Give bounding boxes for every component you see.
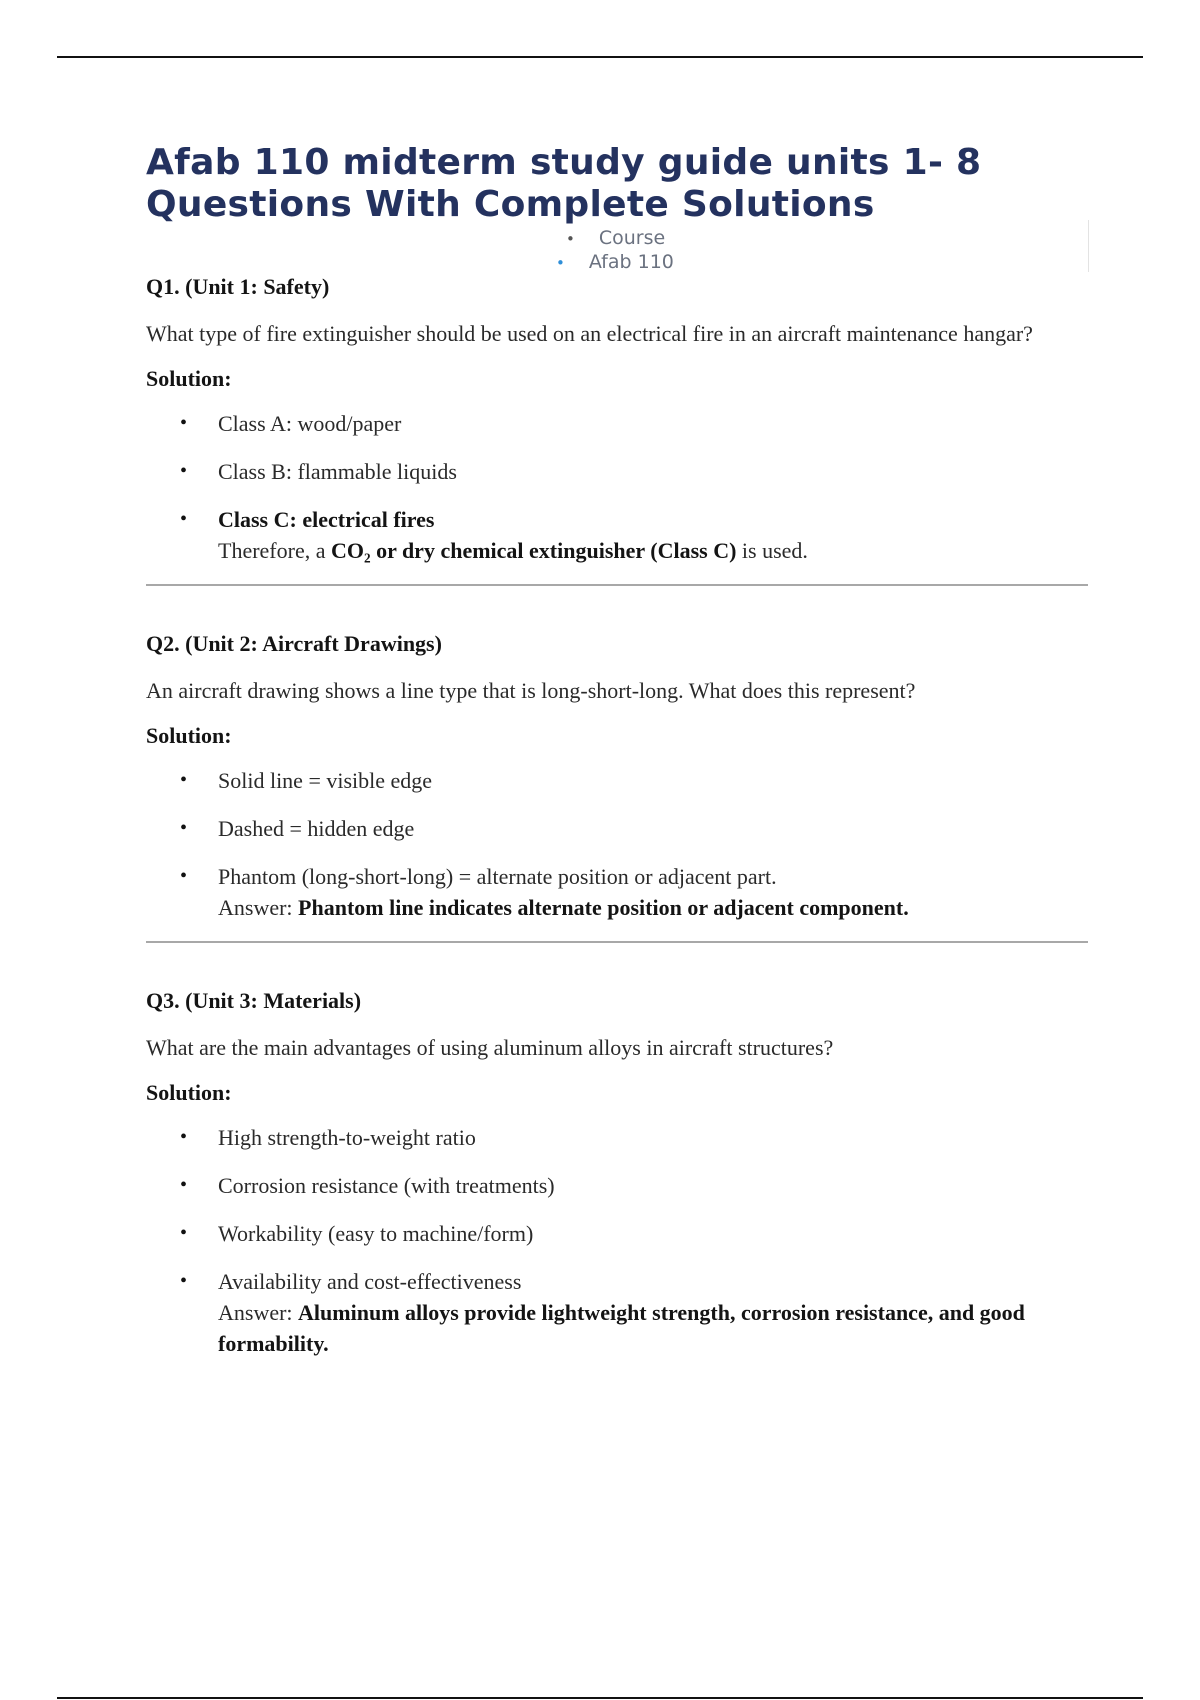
list-item-text: Solid line = visible edge	[218, 768, 433, 793]
list-item	[146, 1266, 1088, 1359]
meta-course-label: Course	[598, 227, 666, 249]
meta-course-value[interactable]: Afab 110	[588, 251, 674, 273]
list-item	[146, 456, 1088, 487]
list-item	[146, 813, 1088, 844]
document-title	[146, 142, 1088, 226]
meta-divider	[1088, 220, 1089, 272]
answer-prefix: Answer:	[218, 1300, 299, 1325]
list-item	[146, 408, 1088, 439]
question-section-2	[146, 629, 1088, 943]
list-item-text: Class B: flammable liquids	[218, 459, 457, 484]
answer-bold: CO₂ or dry chemical extinguisher (Class C)	[330, 538, 737, 563]
list-item	[146, 861, 1088, 923]
list-item	[146, 1122, 1088, 1153]
meta-course-value-row[interactable]	[556, 250, 674, 275]
section-divider	[146, 584, 1088, 586]
answer-prefix: Therefore, a	[218, 538, 331, 563]
list-item-text: High strength-to-weight ratio	[218, 1125, 476, 1150]
bullet-icon: •	[180, 1174, 188, 1196]
question-heading: Q3. (Unit 3: Materials)	[146, 988, 362, 1013]
answer-prefix: Answer:	[218, 895, 299, 920]
list-item	[146, 1170, 1088, 1201]
question-section-1	[146, 272, 1088, 586]
list-item-text: Workability (easy to machine/form)	[218, 1221, 534, 1246]
meta-course-label-row	[566, 226, 665, 251]
list-item-text: Availability and cost-effectiveness	[218, 1269, 522, 1294]
answer-bold: Aluminum alloys provide lightweight strength, corrosion resistance, and good formability.	[218, 1300, 1025, 1356]
page-bottom-rule	[57, 1697, 1143, 1699]
question-heading: Q1. (Unit 1: Safety)	[146, 274, 330, 299]
list-item-text: Dashed = hidden edge	[218, 816, 415, 841]
question-heading: Q2. (Unit 2: Aircraft Drawings)	[146, 631, 442, 656]
list-item-text: Class A: wood/paper	[218, 411, 402, 436]
list-item	[146, 765, 1088, 796]
document-body	[146, 142, 1088, 1359]
bullet-icon: •	[180, 460, 188, 482]
document-title-line-2: Questions With Complete Solutions	[146, 184, 875, 225]
solution-label: Solution:	[146, 366, 232, 391]
bullet-icon: •	[180, 865, 188, 887]
section-divider	[146, 941, 1088, 943]
list-item	[146, 1218, 1088, 1249]
bullet-icon: •	[180, 508, 188, 530]
bullet-icon: •	[180, 1222, 188, 1244]
list-item	[146, 504, 1088, 566]
question-text: An aircraft drawing shows a line type that is long-short-long. What does this represent?	[146, 678, 916, 703]
page-top-rule	[57, 56, 1143, 58]
answer-bold: Phantom line indicates alternate position or adjacent component.	[298, 895, 909, 920]
list-item-text: Class C: electrical fires	[218, 507, 435, 532]
solution-list	[146, 408, 1088, 566]
solution-label: Solution:	[146, 723, 232, 748]
bullet-icon: •	[180, 769, 188, 791]
bullet-icon: •	[180, 412, 188, 434]
list-item-text: Corrosion resistance (with treatments)	[218, 1173, 555, 1198]
question-text: What are the main advantages of using aluminum alloys in aircraft structures?	[146, 1035, 834, 1060]
question-text: What type of fire extinguisher should be used on an electrical fire in an aircraft maintenance hangar?	[146, 321, 1033, 346]
solution-list	[146, 765, 1088, 923]
list-item-text: Phantom (long-short-long) = alternate position or adjacent part.	[218, 864, 777, 889]
question-section-3	[146, 986, 1088, 1359]
document-meta	[146, 226, 1088, 272]
solution-label: Solution:	[146, 1080, 232, 1105]
bullet-icon: •	[556, 254, 565, 272]
bullet-icon: •	[180, 1126, 188, 1148]
bullet-icon: •	[180, 1270, 188, 1292]
document-title-line-1: Afab 110 midterm study guide units 1- 8	[146, 142, 982, 183]
bullet-icon: •	[566, 230, 575, 248]
answer-suffix: is used.	[736, 538, 808, 563]
solution-list	[146, 1122, 1088, 1359]
bullet-icon: •	[180, 817, 188, 839]
